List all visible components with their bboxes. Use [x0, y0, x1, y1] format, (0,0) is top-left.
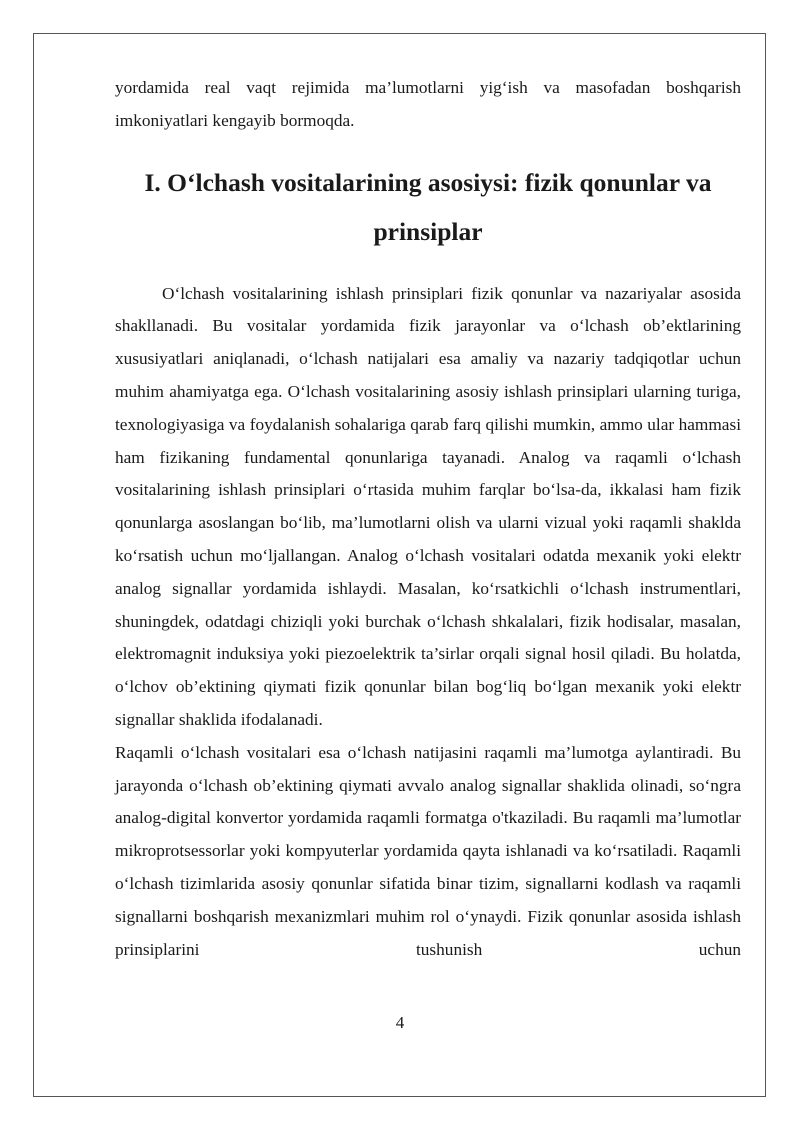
section-heading-line2: prinsiplar [373, 216, 483, 246]
section-heading-line1: I. O‘lchash vositalarining asosiysi: fizik qonunlar va [144, 167, 712, 197]
page-content [115, 72, 741, 966]
intro-paragraph: yordamida real vaqt rejimida ma’lumotlarni yig‘ish va masofadan boshqarish imkoniyatlari kengayib bormoqda. [115, 78, 741, 130]
page-number: 4 [395, 1013, 405, 1032]
body-paragraph-1: O‘lchash vositalarining ishlash prinsiplari fizik qonunlar va nazariyalar asosida shakllanadi. Bu vositalar yordamida fizik jarayonlar va o‘lchash ob’ektlarining xususiyatlari aniqlanadi, o‘lchash natijalari esa amaliy va nazariy tadqiqotlar uchun muhim ahamiyatga ega. O‘lchash vositalarining asosiy ishlash prinsiplari ularning turiga, texnologiyasiga va foydalanish sohalariga qarab farq qilishi mumkin, ammo ular hammasi ham fizikaning fundamental qonunlariga tayanadi. Analog va raqamli o‘lchash vositalarining ishlash prinsiplari o‘rtasida muhim farqlar bo‘lsa-da, ikkalasi ham fizik qonunlarga asoslangan bo‘lib, ma’lumotlarni olish va ularni vizual yoki raqamli shaklda ko‘rsatish uchun mo‘ljallangan. Analog o‘lchash vositalari odatda mexanik yoki elektr analog signallar yordamida ishlaydi. Masalan, ko‘rsatkichli o‘lchash instrumentlari, shuningdek, odatdagi chiziqli yoki burchak o‘lchash shkalalari, fizik hodisalar, masalan, elektromagnit induksiya yoki piezoelektrik ta’sirlar orqali signal hosil qiladi. Bu holatda, o‘lchov ob’ektining qiymati fizik qonunlar bilan bog‘liq bo‘lgan mexanik yoki elektr signallar shaklida ifodalanadi. [115, 283, 741, 729]
body-paragraph-2: Raqamli o‘lchash vositalari esa o‘lchash natijasini raqamli ma’lumotga aylantiradi. Bu jarayonda o‘lchash ob’ektining qiymati avvalo analog signallar shaklida olinadi, so‘ngra analog-digital konvertor yordamida raqamli formatga o'tkaziladi. Bu raqamli ma’lumotlar mikroprotsessorlar yoki kompyuterlar yordamida qayta ishlanadi va ko‘rsatiladi. Raqamli o‘lchash tizimlarida asosiy qonunlar sifatida binar tizim, signallarni kodlash va raqamli signallarni boshqarish mexanizmlari muhim rol o‘ynaydi. Fizik qonunlar asosida ishlash prinsiplarini tushunish uchun [115, 742, 741, 959]
section-heading [115, 158, 741, 256]
